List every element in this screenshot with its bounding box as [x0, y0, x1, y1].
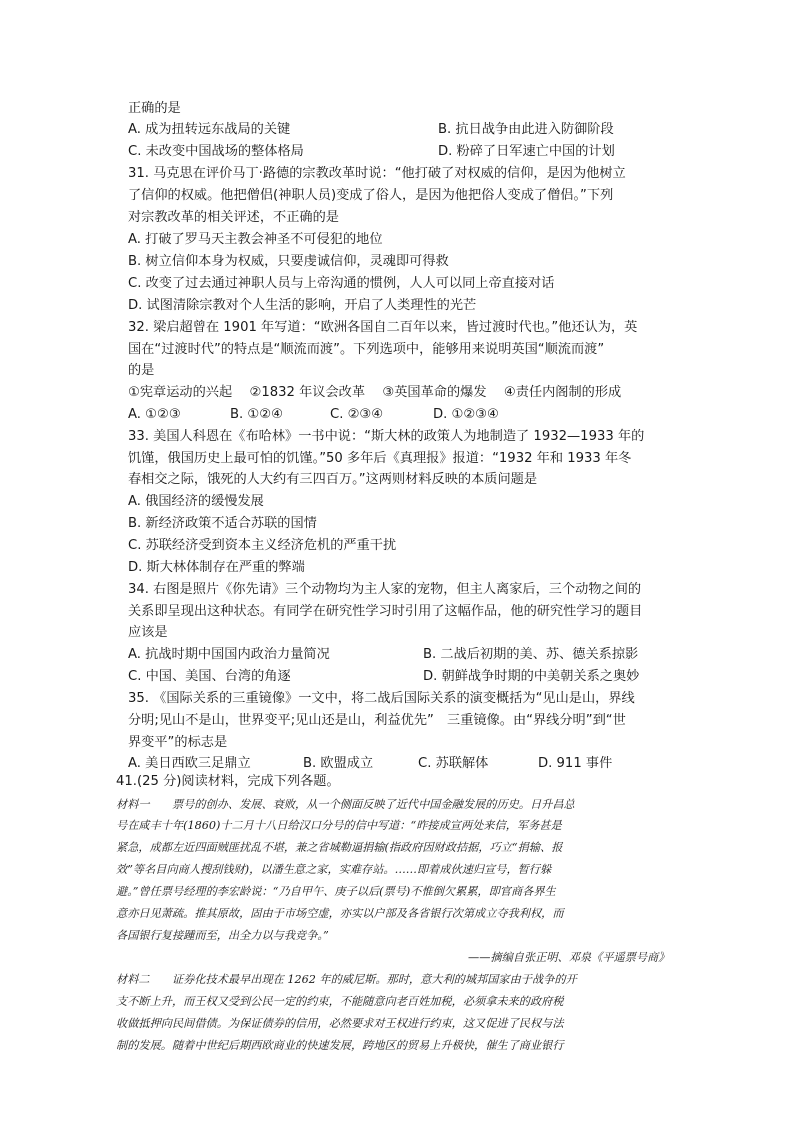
q32-option-d[interactable]: D. ①②③④: [433, 407, 499, 422]
q34-option-d[interactable]: D. 朝鲜战争时期的中美朝关系之奥妙: [423, 669, 640, 684]
q32-stem-line-3: 的是: [128, 363, 155, 378]
q35-option-b[interactable]: B. 欧盟成立: [303, 756, 374, 771]
q35-option-c[interactable]: C. 苏联解体: [418, 756, 489, 771]
q33-stem-line-3: 春相交之际，饿死的人大约有三四百万。”这两则材料反映的本质问题是: [128, 472, 538, 487]
q41-material2-line: 收做抵押向民间借债。为保证债券的信用，必然要求对王权进行约束，这又促进了民权与法: [116, 1017, 564, 1030]
q34-stem-line-1: 34. 右图是照片《你先请》三个动物均为主人家的宠物，但主人离家后，三个动物之间的: [128, 582, 642, 597]
q33-option-a[interactable]: A. 俄国经济的缓慢发展: [128, 494, 264, 509]
q41-material1-line: 号在咸丰十年(1860)十二月十八日给汉口分号的信中写道：“昨接成宣两处来信，军务甚是: [116, 819, 562, 832]
q41-material1-line: 材料一 票号的创办、发展、衰败，从一个侧面反映了近代中国金融发展的历史。日升昌总: [116, 798, 575, 811]
q41-heading: 41.(25 分)阅读材料，完成下列各题。: [116, 774, 340, 789]
q41-material2-line: 材料二 证券化技术最早出现在 1262 年的威尼斯。那时，意大利的城邦国家由于战争的开: [116, 973, 577, 986]
q34-stem-line-3: 应该是: [128, 625, 168, 640]
q41-material1-line: 各国银行复接踵而至，出全力以与我竞争。”: [116, 929, 329, 942]
q41-material1-line: 意亦日见萧疏。推其原故，固由于市场空虚，亦实以户部及各省银行次第成立夺我利权，而: [116, 907, 564, 920]
q41-material2-line: 制的发展。随着中世纪后期西欧商业的快速发展，跨地区的贸易上升极快，催生了商业银行: [116, 1039, 564, 1052]
q34-option-b[interactable]: B. 二战后初期的美、苏、德关系掠影: [423, 647, 639, 662]
q32-stem-line-1: 32. 梁启超曾在 1901 年写道：“欧洲各国自二百年以来，皆过渡时代也。”他还认为，英: [128, 320, 638, 335]
q32-stem-line-2: 国在“过渡时代”的特点是“顺流而渡”。下列选项中，能够用来说明英国“顺流而渡”: [128, 342, 605, 357]
q41-material2-line: 支不断上升，而王权又受到公民一定的约束，不能随意向老百姓加税，必须拿未来的政府税: [116, 995, 564, 1008]
q35-option-a[interactable]: A. 美日西欧三足鼎立: [128, 756, 251, 771]
q31-option-d[interactable]: D. 试图清除宗教对个人生活的影响，开启了人类理性的光芒: [128, 298, 477, 313]
q33-stem-line-1: 33. 美国人科恩在《布哈林》一书中说：“斯大林的政策人为地制造了 1932—1933 年的: [128, 429, 645, 444]
q31-option-a[interactable]: A. 打破了罗马天主教会神圣不可侵犯的地位: [128, 232, 383, 247]
q34-option-c[interactable]: C. 中国、美国、台湾的角逐: [128, 669, 291, 684]
q33-option-c[interactable]: C. 苏联经济受到资本主义经济危机的严重干扰: [128, 538, 397, 553]
q41-material1-line: 效”等名目向商人搜刮钱财)，以潘生意之家，实难存站。……即着成伙速归宣号，暂行躲: [116, 863, 552, 876]
q32-option-c[interactable]: C. ②③④: [330, 407, 384, 422]
q31-stem-line-3: 对宗教改革的相关评述，不正确的是: [128, 210, 339, 225]
q35-stem-line-3: 界变平”的标志是: [128, 735, 228, 750]
q41-material1-line: 避。”曾任票号经理的李宏龄说：“乃自甲午、庚子以后(票号)不惟倒欠累累，即官商各界生: [116, 885, 556, 898]
q31-stem-line-2: 了信仰的权威。他把僧侣(神职人员)变成了俗人，是因为他把俗人变成了僧侣。”下列: [128, 188, 614, 203]
q33-stem-line-2: 饥馑，俄国历史上最可怕的饥馑。”50 多年后《真理报》报道：“1932 年和 1933 年冬: [128, 451, 632, 466]
q33-option-b[interactable]: B. 新经济政策不适合苏联的国情: [128, 516, 317, 531]
q32-items: ①宪章运动的兴起 ②1832 年议会改革 ③英国革命的爆发 ④责任内阁制的形成: [128, 385, 622, 400]
q34-stem-line-2: 关系即呈现出这种状态。有同学在研究性学习时引用了这幅作品，他的研究性学习的题目: [128, 604, 643, 619]
q30-option-d[interactable]: D. 粉碎了日军速亡中国的计划: [438, 144, 615, 159]
q35-stem-line-2: 分明;见山不是山，世界变平;见山还是山，利益优先” 三重镜像。由“界线分明”到“世: [128, 713, 626, 728]
q30-option-a[interactable]: A. 成为扭转远东战局的关键: [128, 122, 291, 137]
q31-stem-line-1: 31. 马克思在评价马丁·路德的宗教改革时说：“他打破了对权威的信仰，是因为他树立: [128, 166, 626, 181]
q31-option-b[interactable]: B. 树立信仰本身为权威，只要虔诚信仰，灵魂即可得救: [128, 254, 449, 269]
q41-material1-line: 紧急，成都左近四面贼匪扰乱不堪，兼之省城勒逼捐输(指政府因财政拮据，巧立“捐输、报: [116, 841, 563, 854]
q41-material1-source: ——摘编自张正明、邓泉《平遥票号商》: [468, 951, 670, 964]
q30-option-c[interactable]: C. 未改变中国战场的整体格局: [128, 144, 304, 159]
q34-option-a[interactable]: A. 抗战时期中国国内政治力量简况: [128, 647, 330, 662]
q32-option-b[interactable]: B. ①②④: [230, 407, 283, 422]
q30-stem-tail: 正确的是: [128, 101, 181, 116]
q35-stem-line-1: 35. 《国际关系的三重镜像》一文中，将二战后国际关系的演变概括为“见山是山，界线: [128, 691, 635, 706]
q31-option-c[interactable]: C. 改变了过去通过神职人员与上帝沟通的惯例，人人可以同上帝直接对话: [128, 276, 555, 291]
q35-option-d[interactable]: D. 911 事件: [538, 756, 613, 771]
q32-option-a[interactable]: A. ①②③: [128, 407, 181, 422]
q30-option-b[interactable]: B. 抗日战争由此进入防御阶段: [438, 122, 614, 137]
q33-option-d[interactable]: D. 斯大林体制存在严重的弊端: [128, 560, 305, 575]
